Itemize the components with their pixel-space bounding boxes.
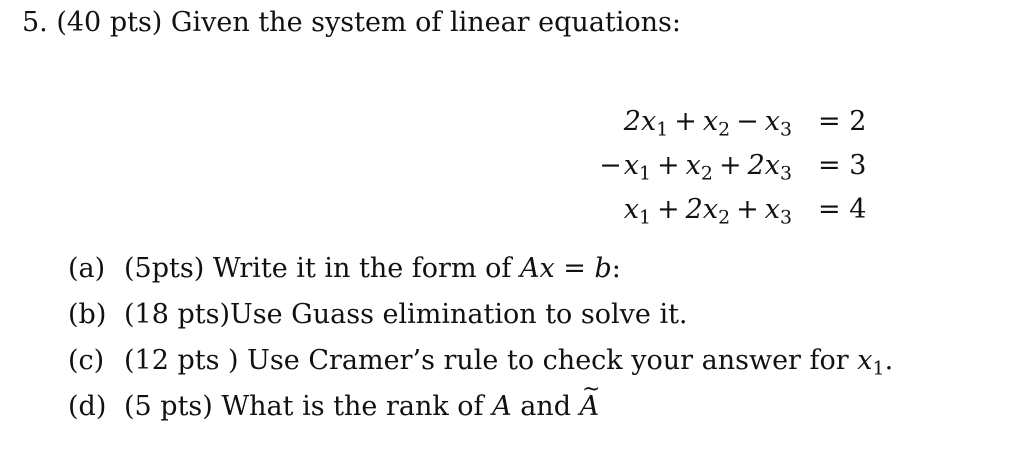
question-parts [68,246,998,430]
part-d-middle: and [511,391,580,422]
part-d-prefix: (5 pts) What is the rank of [124,391,493,422]
part-c-text [124,338,893,384]
part-d-text [124,384,599,430]
equation-row-3 [560,188,890,232]
equation-row-1 [560,100,890,144]
part-d-label: (d) [68,391,107,422]
part-a-prefix: (5pts) Write it in the form of [124,253,520,284]
part-a [68,246,998,292]
part-c-sub: 1 [872,357,885,380]
part-b-label: (b) [68,299,107,330]
equation-row-2 [560,144,890,188]
equation-rhs-3: = 4 [818,194,867,225]
part-c-prefix: (12 pts ) Use Cramer’s rule to check your answer for [124,345,858,376]
part-c [68,338,998,384]
equation-rhs-2: = 3 [818,150,867,181]
part-d-var-a-tilde: ~ A [580,384,600,430]
part-a-label: (a) [68,253,106,284]
equation-system [560,100,890,232]
part-a-text [124,246,621,292]
equation-lhs-1: $2x_1 + x_2 - x_3$ [623,106,792,141]
equation-lhs-3: $x_1 + 2x_2 + x_3$ [623,194,792,229]
problem-header: 5. (40 pts) Given the system of linear equations: [22,7,681,38]
part-c-label: (c) [68,345,105,376]
equation-rhs-1: = 2 [818,106,867,137]
part-c-suffix: . [884,345,894,376]
part-b [68,292,998,338]
equation-lhs-2: $-x_1 + x_2 + 2x_3$ [599,150,792,185]
part-a-math: Ax = b [519,253,612,284]
part-c-var: x [857,345,873,376]
part-a-suffix: : [611,253,621,284]
part-d [68,384,998,430]
part-b-text: (18 pts)Use Guass elimination to solve it. [124,299,688,330]
part-d-var-a: A [492,391,512,422]
